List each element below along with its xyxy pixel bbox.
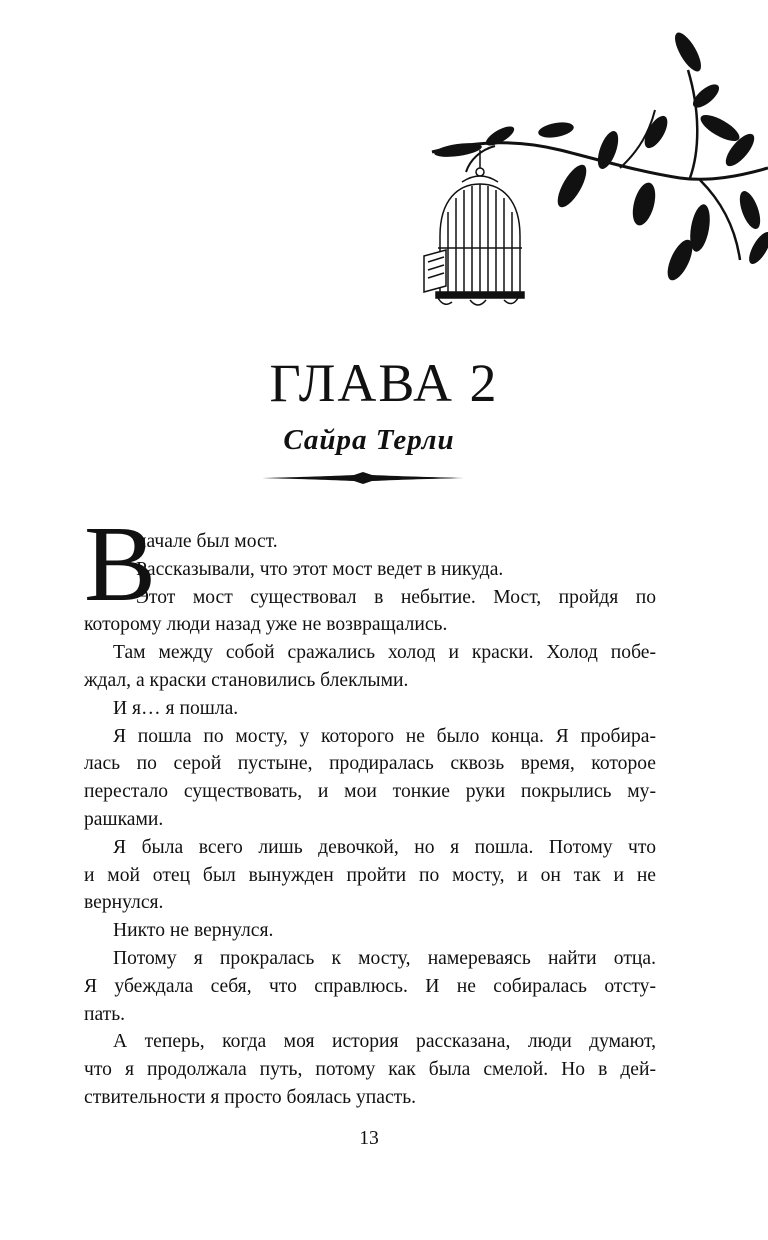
chapter-subtitle: Сайра Терли <box>283 424 455 456</box>
chapter-title: ГЛАВА 2 <box>269 353 499 413</box>
text-line: Потому я прокралась к мосту, намереваясь найти отца. <box>113 947 656 969</box>
paragraph-8 <box>84 1028 656 1111</box>
text-line: Рассказывали, что этот мост ведет в никуда. <box>136 558 504 580</box>
text-line: Я убеждала себя, что справлюсь. И не собиралась отсту- <box>84 975 656 997</box>
paragraph-4 <box>84 723 656 834</box>
paragraph-1 <box>84 528 656 639</box>
text-line: А теперь, когда моя история рассказана, люди думают, <box>113 1031 656 1053</box>
text-line: ждал, а краски становились блеклыми. <box>84 669 409 691</box>
text-line: перестало существовать, и мои тонкие руки покрылись му- <box>84 781 656 803</box>
text-line: ствительности я просто боялась упасть. <box>84 1086 417 1108</box>
text-line: начале был мост. <box>136 531 278 552</box>
text-line: вернулся. <box>84 892 164 914</box>
text-line: Никто не вернулся. <box>113 920 274 942</box>
text-line: Этот мост существовал в небытие. Мост, пройдя по <box>136 586 656 608</box>
text-line: И я… я пошла. <box>113 697 239 719</box>
leafy-branch-icon <box>432 29 768 284</box>
text-line: которому люди назад уже не возвращались. <box>84 614 448 636</box>
text-line: Я была всего лишь девочкой, но я пошла. Потому что <box>113 836 656 858</box>
chapter-body-text <box>84 528 656 1112</box>
paragraph-7 <box>84 945 656 1028</box>
text-line: Там между собой сражались холод и краски. Холод побе- <box>113 642 656 664</box>
page-number: 13 <box>359 1128 379 1149</box>
paragraph-5 <box>84 834 656 917</box>
paragraph-3 <box>84 695 656 723</box>
branch-birdcage-illustration <box>0 0 768 330</box>
text-line: рашками. <box>84 808 164 830</box>
text-line: лась по серой пустыне, продиралась сквозь время, которое <box>84 753 656 775</box>
text-line: и мой отец был вынужден пройти по мосту, и он так и не <box>84 864 656 886</box>
birdcage-icon <box>424 150 524 305</box>
text-line: что я продолжала путь, потому как была смелой. Но в дей- <box>84 1059 656 1081</box>
drop-cap-letter: В <box>84 505 157 624</box>
text-line: пать. <box>84 1003 126 1025</box>
ornamental-divider-icon <box>262 470 464 486</box>
paragraph-2 <box>84 639 656 695</box>
paragraph-6 <box>84 917 656 945</box>
text-line: Я пошла по мосту, у которого не было конца. Я пробира- <box>113 725 656 747</box>
